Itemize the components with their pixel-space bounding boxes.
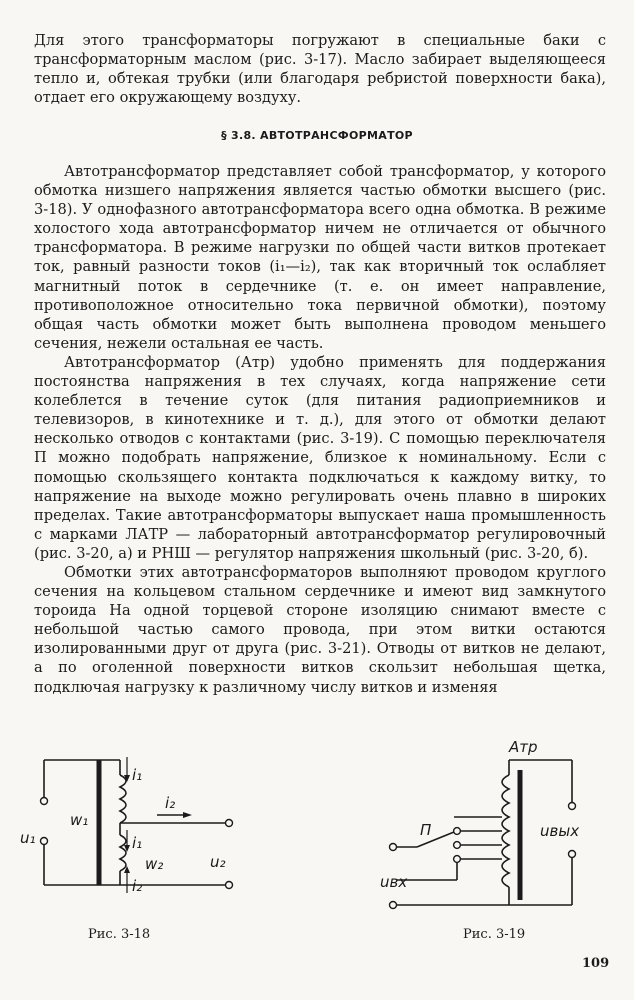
fig18-label-u1: u₁ [20,829,36,847]
fig19-label-uout: uвых [540,822,580,840]
figure-3-18-diagram [20,735,260,920]
fig18-label-i2: i₂ [165,794,176,812]
paragraph-3: Обмотки этих автотрансформаторов выполняют проводом круглого сечения на кольцевом стальном сердечнике и имеют вид замкнутого тороида На одной торцевой стороне изоляцию снимают вместе с небольшой частью самого провода, при этом витки остаются изолированными друг от друга (рис. 3-21). Отводы от витков не делают, а по оголенной поверхности витков скользит небольшая щетка, подключая нагрузку к различному числу витков и изменяя [34,563,606,696]
fig19-label-uin: uвх [380,873,408,891]
fig18-label-i1-top: i₁ [132,766,143,784]
paragraph-1: Автотрансформатор представляет собой трансформатор, у которого обмотка низшего напряжения является частью обмотки высшего (рис. 3-18). У однофазного автотрансформатора всего одна обмотка. В режиме холостого хода автотрансформатор ничем не отличается от обычного трансформатора. В режиме нагрузки по общей части витков протекает ток, равный разности токов (i₁—i₂), так как вторичный ток ослабляет магнитный поток в сердечнике (т. е. он имеет направление, противоположное относительно тока первичной обмотки), поэтому общая часть обмотки может быть выполнена проводом меньшего сечения, нежели остальная ее часть. [34,163,606,352]
fig18-label-w2: w₂ [145,855,164,873]
intro-text: Для этого трансформаторы погружают в специальные баки с трансформаторным маслом (рис. 3-17). Масло забирает выделяющееся тепло и, обтекая трубки (или благодаря ребристой поверхности бака), отдает его окружающему воздуху. [34,32,606,107]
fig18-label-i2-bottom: i₂ [132,877,143,895]
fig18-label-i1-mid: i₁ [132,834,143,852]
section-heading: § 3.8. АВТОТРАНСФОРМАТОР [221,129,413,142]
page-number: 109 [582,956,610,971]
figure-3-19-caption: Рис. 3-19 [463,927,526,942]
fig19-label-atr: Атр [509,738,538,756]
fig18-label-w1: w₁ [70,811,89,829]
body-text [34,162,606,697]
fig19-label-switch: П [420,821,432,839]
figure-3-18-caption: Рис. 3-18 [88,927,151,942]
figure-3-19-diagram [372,730,597,920]
fig18-label-u2: u₂ [210,853,226,871]
intro-paragraph [34,31,606,107]
paragraph-2: Автотрансформатор (Атр) удобно применять для поддержания постоянства напряжения в тех случаях, когда напряжение сети колеблется в течение суток (для питания радиоприемников и телевизоров, в кинотехнике и т. д.), для этого от обмотки делают несколько отводов с контактами (рис. 3-19). С помощью переключателя П можно подобрать напряжение, близкое к номинальному. Если с помощью скользящего контакта подключаться к каждому витку, то напряжение на выходе можно регулировать очень плавно в широких пределах. Такие автотрансформаторы выпускает наша промышленность с марками ЛАТР — лабораторный автотрансформатор регулировочный (рис. 3-20, а) и РНШ — регулятор напряжения школьный (рис. 3-20, б). [34,353,606,562]
